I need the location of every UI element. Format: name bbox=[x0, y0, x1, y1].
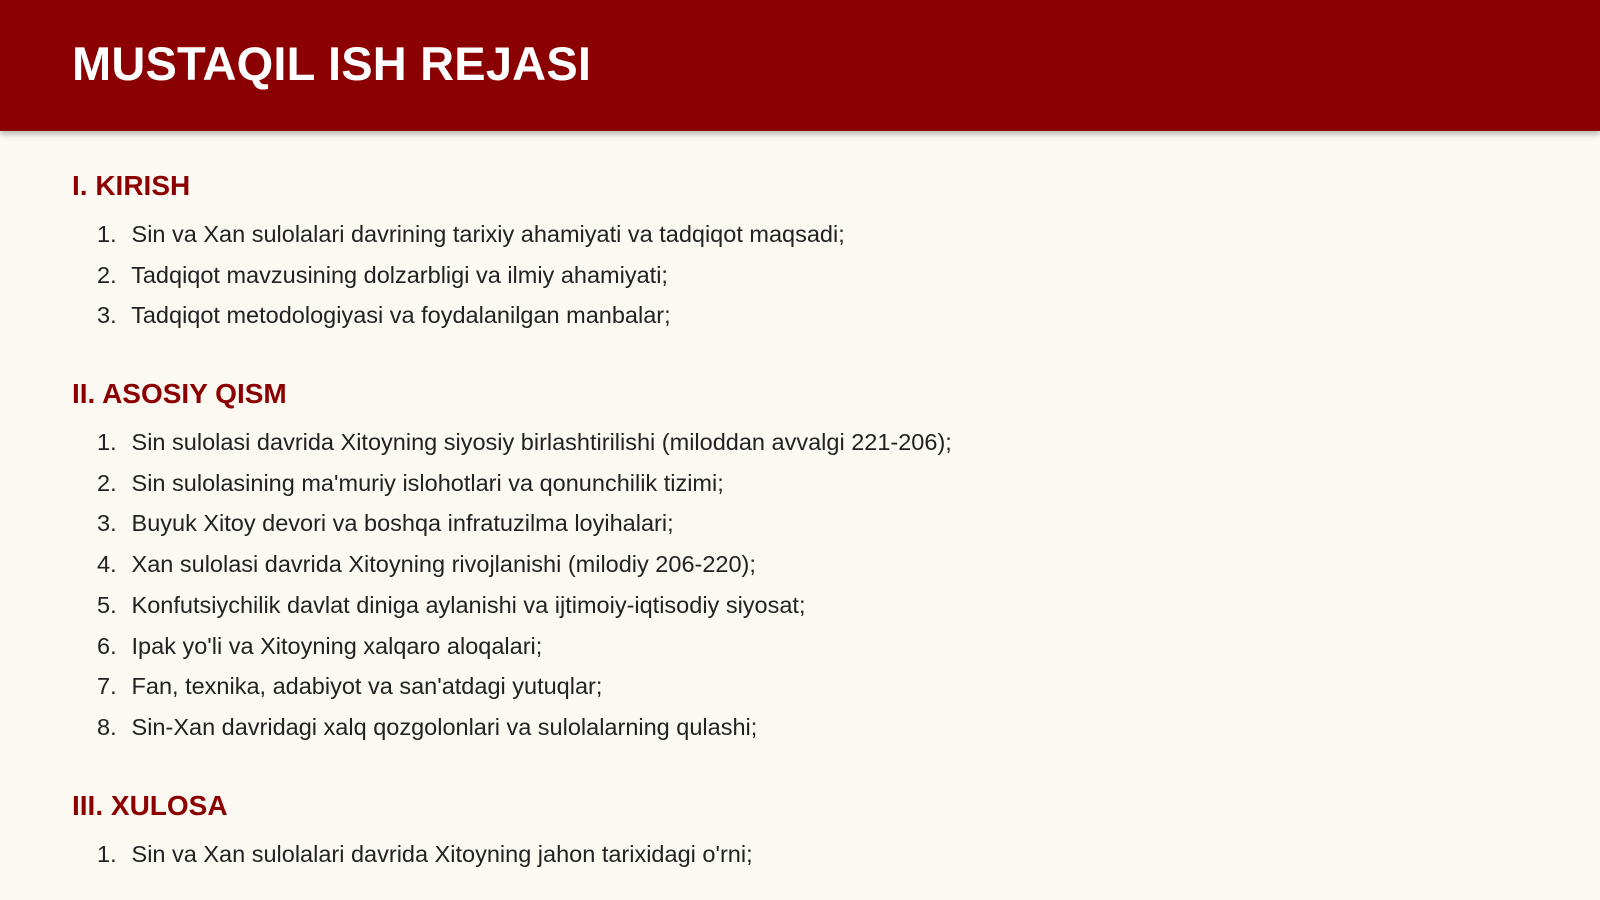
item-number: 3. bbox=[97, 302, 117, 329]
list-item bbox=[97, 214, 1552, 255]
item-number: 3. bbox=[97, 510, 117, 537]
item-number: 1. bbox=[97, 429, 117, 456]
section-heading: III. XULOSA bbox=[72, 789, 228, 821]
list-item bbox=[97, 666, 1552, 707]
item-text: Sin va Xan sulolalari davrida Xitoyning jahon tarixidagi o'rni; bbox=[131, 840, 753, 867]
item-text: Konfutsiychilik davlat diniga aylanishi va ijtimoiy-iqtisodiy siyosat; bbox=[131, 591, 806, 618]
item-number: 1. bbox=[97, 221, 117, 247]
section-list bbox=[72, 834, 1552, 875]
list-item bbox=[97, 463, 1552, 504]
list-item bbox=[97, 503, 1552, 544]
item-text: Sin sulolasi davrida Xitoyning siyosiy birlashtirilishi (miloddan avvalgi 221-206); bbox=[131, 429, 952, 456]
list-item bbox=[97, 544, 1552, 585]
section-list bbox=[72, 422, 1552, 748]
item-text: Tadqiqot mavzusining dolzarbligi va ilmiy ahamiyati; bbox=[131, 261, 668, 288]
item-number: 2. bbox=[97, 469, 117, 496]
section-list bbox=[72, 214, 1552, 336]
item-number: 1. bbox=[97, 840, 117, 867]
page-title: MUSTAQIL ISH REJASI bbox=[72, 37, 592, 90]
item-text: Xan sulolasi davrida Xitoyning rivojlanishi (milodiy 206-220); bbox=[131, 551, 756, 578]
item-number: 8. bbox=[97, 713, 117, 740]
section-kirish bbox=[72, 168, 1552, 336]
list-item bbox=[97, 834, 1552, 875]
item-number: 4. bbox=[97, 551, 117, 578]
section-heading: I. KIRISH bbox=[72, 170, 191, 201]
item-text: Tadqiqot metodologiyasi va foydalanilgan manbalar; bbox=[131, 302, 671, 329]
list-item bbox=[97, 295, 1552, 336]
list-item bbox=[97, 707, 1552, 748]
list-item bbox=[97, 422, 1552, 463]
section-xulosa bbox=[72, 788, 1552, 875]
item-text: Sin sulolasining ma'muriy islohotlari va qonunchilik tizimi; bbox=[131, 469, 724, 496]
section-asosiy-qism bbox=[72, 376, 1552, 748]
section-heading: II. ASOSIY QISM bbox=[72, 378, 287, 410]
title-banner bbox=[0, 0, 1600, 131]
item-text: Sin-Xan davridagi xalq qozgolonlari va sulolalarning qulashi; bbox=[131, 713, 758, 740]
item-number: 6. bbox=[97, 632, 117, 659]
item-text: Ipak yo'li va Xitoyning xalqaro aloqalari; bbox=[131, 632, 543, 659]
item-number: 7. bbox=[97, 673, 117, 700]
item-number: 2. bbox=[97, 261, 117, 288]
list-item bbox=[97, 255, 1552, 296]
item-text: Fan, texnika, adabiyot va san'atdagi yutuqlar; bbox=[131, 673, 603, 700]
item-text: Buyuk Xitoy devori va boshqa infratuzilma loyihalari; bbox=[131, 510, 674, 537]
item-text: Sin va Xan sulolalari davrining tarixiy ahamiyati va tadqiqot maqsadi; bbox=[131, 221, 845, 247]
plan-content bbox=[72, 168, 1552, 900]
list-item bbox=[97, 585, 1552, 626]
item-number: 5. bbox=[97, 591, 117, 618]
list-item bbox=[97, 626, 1552, 667]
